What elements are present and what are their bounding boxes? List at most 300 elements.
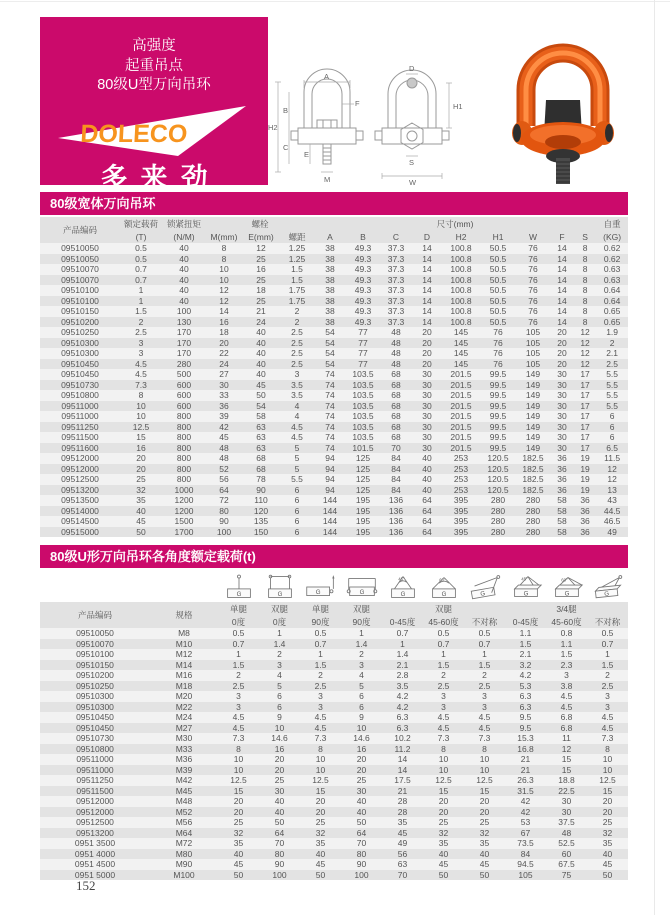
table-cell: 12.5 [120, 422, 162, 433]
table-row [40, 243, 628, 254]
table-cell: 09512000 [40, 453, 120, 464]
table-cell: 5.5 [596, 380, 628, 391]
table-cell: 73.5 [505, 838, 546, 849]
table-cell: 20 [300, 807, 341, 818]
table-cell: 0.7 [120, 264, 162, 275]
table-cell: 280 [480, 516, 516, 527]
table-cell: 195 [346, 506, 380, 517]
table1-title-bar: 80级宽体万向吊环 [40, 192, 628, 215]
table-row [40, 443, 628, 454]
table-cell: 5 [280, 443, 314, 454]
table-cell: 280 [516, 495, 550, 506]
table-cell: 40 [162, 264, 206, 275]
table-cell: 40 [242, 369, 280, 380]
table-cell: 35 [218, 838, 259, 849]
table-cell: 136 [380, 527, 412, 538]
table-cell: 14 [382, 765, 423, 776]
col-header-0deg-1: 0度 [218, 615, 259, 628]
table-cell: 20 [120, 464, 162, 475]
page-number: 152 [76, 878, 96, 893]
table-cell: 09510730 [40, 733, 150, 744]
table-cell: 09510200 [40, 670, 150, 681]
table-cell: 6 [280, 516, 314, 527]
double-leg-0-45deg-icon [382, 572, 423, 602]
table-cell: 14 [412, 243, 442, 254]
table-cell: 40 [341, 796, 382, 807]
table-cell: 09512000 [40, 807, 150, 818]
table-cell: 40 [162, 285, 206, 296]
table-cell: M48 [150, 796, 218, 807]
table-cell: 15 [300, 786, 341, 797]
table-cell: 40 [412, 464, 442, 475]
col-header-spec: 规格 [150, 602, 218, 628]
table-cell: 800 [162, 474, 206, 485]
table-cell: 0.62 [596, 243, 628, 254]
table-cell: 2.5 [120, 327, 162, 338]
table-cell: 0.7 [423, 639, 464, 650]
table-cell: 30 [412, 369, 442, 380]
table-cell: 56 [382, 849, 423, 860]
table-cell: 36 [574, 516, 596, 527]
table-cell: 68 [242, 464, 280, 475]
table-row [40, 275, 628, 286]
table-cell: 1 [218, 649, 259, 660]
table-cell: 25 [464, 817, 505, 828]
table-cell: 0951 4000 [40, 849, 150, 860]
table-cell: 6 [341, 702, 382, 713]
table-cell: 103.5 [346, 390, 380, 401]
table-cell: M18 [150, 681, 218, 692]
table-cell: 63 [242, 432, 280, 443]
col-header-s: S [574, 230, 596, 243]
table-row [40, 296, 628, 307]
table-cell: 3 [341, 660, 382, 671]
table-cell: 7.3 [464, 733, 505, 744]
table-cell: 74 [314, 401, 346, 412]
table-cell: 4 [341, 670, 382, 681]
table-cell: 84 [380, 464, 412, 475]
table-cell: 20 [218, 796, 259, 807]
table-cell: 10 [464, 765, 505, 776]
table-cell: 40 [242, 327, 280, 338]
table-cell: 201.5 [442, 411, 480, 422]
table-cell: 4.5 [120, 369, 162, 380]
table-cell: 0.5 [423, 628, 464, 639]
table-row [40, 775, 628, 786]
table-cell: 9 [341, 712, 382, 723]
col-header-double-leg: 双腿 [259, 602, 300, 615]
table-cell: 18.8 [546, 775, 587, 786]
table-cell: 25 [242, 275, 280, 286]
col-group-three-quarter-leg: 3/4腿 [505, 602, 628, 615]
svg-text:G: G [236, 591, 241, 599]
table-cell: 3.5 [382, 681, 423, 692]
table-cell: 0.7 [464, 639, 505, 650]
table-cell: 0.62 [596, 254, 628, 265]
table-cell: 44.5 [596, 506, 628, 517]
table-cell: 36 [550, 485, 574, 496]
table-row [40, 712, 628, 723]
table-row [40, 453, 628, 464]
table-cell: 15 [423, 786, 464, 797]
table-cell: 12 [574, 327, 596, 338]
table-cell: 280 [516, 527, 550, 538]
table-cell: 84 [380, 485, 412, 496]
table-cell: 0951 4500 [40, 859, 150, 870]
table-cell: 20 [120, 453, 162, 464]
table-cell: 100 [259, 870, 300, 881]
table-row [40, 432, 628, 443]
table-cell: 15 [218, 786, 259, 797]
table-cell: 12 [574, 338, 596, 349]
table-cell: 09510800 [40, 744, 150, 755]
table-cell: 30 [412, 390, 442, 401]
table-cell: 09513200 [40, 485, 120, 496]
table-cell: 195 [346, 516, 380, 527]
table-cell: 144 [314, 506, 346, 517]
table-cell: 09510300 [40, 691, 150, 702]
table-cell: 1 [587, 649, 628, 660]
single-leg-90deg-icon [300, 572, 341, 602]
table1-section [40, 192, 628, 537]
table-cell: 28 [382, 807, 423, 818]
table-cell: 6 [596, 432, 628, 443]
table-cell: 14 [550, 275, 574, 286]
table-cell: 20 [259, 754, 300, 765]
table-cell: 30 [550, 422, 574, 433]
table-cell: 45 [382, 828, 423, 839]
table-cell: 5.5 [280, 474, 314, 485]
slogan-line-2: 起重吊点 [125, 57, 183, 74]
table-cell: 49.3 [346, 254, 380, 265]
table-cell: M56 [150, 817, 218, 828]
table-cell: 40 [341, 807, 382, 818]
table-cell: 2.5 [280, 338, 314, 349]
table-cell: 09510070 [40, 639, 150, 650]
table-cell: 800 [162, 432, 206, 443]
table-row [40, 380, 628, 391]
table-cell: 20 [464, 796, 505, 807]
table-cell: 144 [314, 527, 346, 538]
table-cell: 49.3 [346, 306, 380, 317]
table-cell: 3.8 [546, 681, 587, 692]
table-cell: M42 [150, 775, 218, 786]
table-cell: 84 [505, 849, 546, 860]
table-cell: 21 [505, 754, 546, 765]
table-cell: 94 [314, 464, 346, 475]
col-header-single-leg: 单腿 [218, 602, 259, 615]
table-cell: 76 [516, 317, 550, 328]
table-cell: 1 [300, 649, 341, 660]
table-cell: 24 [206, 359, 242, 370]
table-cell: 14 [412, 264, 442, 275]
table-cell: 6 [259, 691, 300, 702]
table-cell: 74 [314, 369, 346, 380]
table-cell: 17 [574, 432, 596, 443]
table-cell: 09510730 [40, 380, 120, 391]
table-cell: 125 [346, 464, 380, 475]
technical-drawing [262, 36, 472, 188]
table-cell: 149 [516, 390, 550, 401]
table-cell: 58 [550, 516, 574, 527]
table-row [40, 691, 628, 702]
table-row [40, 264, 628, 275]
table-cell: 3 [120, 338, 162, 349]
svg-text:G: G [277, 591, 282, 599]
table-cell: 09510450 [40, 712, 150, 723]
table-cell: 64 [412, 506, 442, 517]
table-cell: 3.5 [280, 380, 314, 391]
table-cell: 2 [596, 338, 628, 349]
col-header-code: 产品编码 [40, 217, 120, 243]
table-cell: 30 [412, 380, 442, 391]
table-cell: 09510070 [40, 275, 120, 286]
table-cell: 20 [412, 338, 442, 349]
table-cell: 09510200 [40, 317, 120, 328]
table-cell: 99.5 [480, 380, 516, 391]
table-cell: 149 [516, 443, 550, 454]
table-cell: 09511600 [40, 443, 120, 454]
table-cell: 253 [442, 453, 480, 464]
table-cell: 800 [162, 453, 206, 464]
col-header-h2: H2 [442, 230, 480, 243]
table-cell: 0.64 [596, 296, 628, 307]
table-cell: 1.4 [259, 639, 300, 650]
table-cell: 6.3 [382, 712, 423, 723]
table-cell: 105 [505, 870, 546, 881]
table-cell: 2 [280, 317, 314, 328]
table-cell: 12 [596, 464, 628, 475]
table-cell: 5.3 [505, 681, 546, 692]
table-cell: 8 [587, 744, 628, 755]
table-row [40, 306, 628, 317]
table-cell: 120.5 [480, 474, 516, 485]
table-row [40, 495, 628, 506]
table-cell: 50.5 [480, 306, 516, 317]
table-cell: 60 [546, 849, 587, 860]
table-cell: 1.5 [280, 275, 314, 286]
table-cell: 3 [587, 702, 628, 713]
table-row [40, 733, 628, 744]
table-cell: 58 [550, 506, 574, 517]
table-cell: 25 [423, 817, 464, 828]
table-cell: 49 [382, 838, 423, 849]
col-header-d: D [412, 230, 442, 243]
table-cell: M64 [150, 828, 218, 839]
table-row [40, 527, 628, 538]
table-cell: 74 [314, 443, 346, 454]
table-cell: 09511500 [40, 432, 120, 443]
table-row [40, 628, 628, 639]
table-cell: 40 [412, 485, 442, 496]
table-cell: 103.5 [346, 422, 380, 433]
table-cell: 76 [480, 348, 516, 359]
table-cell: 14 [550, 317, 574, 328]
table-cell: 103.5 [346, 432, 380, 443]
table-cell: 14 [412, 285, 442, 296]
table-cell: 15.3 [505, 733, 546, 744]
col-header-h1: H1 [480, 230, 516, 243]
table-cell: 8 [574, 317, 596, 328]
product-photo [478, 8, 650, 188]
table-cell: 99.5 [480, 422, 516, 433]
col-header-load: 额定载荷 [120, 217, 162, 230]
table-cell: 76 [516, 275, 550, 286]
table-cell: 22.5 [546, 786, 587, 797]
table-cell: 10 [300, 765, 341, 776]
table-cell: 36 [550, 474, 574, 485]
table-cell: 5.5 [596, 401, 628, 412]
table-row [40, 338, 628, 349]
table-cell: 8 [423, 744, 464, 755]
table-cell: 77 [346, 338, 380, 349]
table-cell: 0.5 [120, 243, 162, 254]
table-cell: 10 [423, 765, 464, 776]
table-cell: 4.5 [546, 702, 587, 713]
table-cell: 74 [314, 380, 346, 391]
table-cell: 19 [574, 474, 596, 485]
table-cell: 6.3 [382, 723, 423, 734]
table-cell: 37.3 [380, 254, 412, 265]
table-cell: 64 [206, 485, 242, 496]
table-cell: 136 [380, 516, 412, 527]
table-cell: 56 [206, 474, 242, 485]
table-cell: 38 [314, 264, 346, 275]
table-cell: 12.5 [587, 775, 628, 786]
table-cell: 17 [574, 390, 596, 401]
table-cell: 1.5 [300, 660, 341, 671]
table-cell: 1.5 [280, 264, 314, 275]
table-cell: 5 [259, 681, 300, 692]
table-cell: 100.8 [442, 306, 480, 317]
table-cell: 3 [464, 691, 505, 702]
table-cell: 2.5 [300, 681, 341, 692]
col-header-tq-45-60: 45-60度 [546, 615, 587, 628]
table-cell: 30 [412, 411, 442, 422]
slogan-line-3: 80级U型万向吊环 [97, 77, 211, 93]
table-cell: 1.4 [382, 649, 423, 660]
table-cell: 10.2 [382, 733, 423, 744]
col-header-0-45: 0-45度 [382, 615, 423, 628]
table-cell: 09511000 [40, 411, 120, 422]
table-cell: 130 [162, 317, 206, 328]
table-cell: 17 [574, 369, 596, 380]
table-row [40, 681, 628, 692]
table-cell: 1200 [162, 495, 206, 506]
dim-label-m: M [324, 175, 331, 184]
table-cell: 12 [596, 474, 628, 485]
table-cell: 10 [300, 754, 341, 765]
three-quarter-leg-45-60deg-icon [546, 572, 587, 602]
table-row [40, 369, 628, 380]
table-cell: 4.5 [280, 422, 314, 433]
col-header-load-unit: (T) [120, 230, 162, 243]
table-cell: 2.5 [596, 359, 628, 370]
table-cell: 14 [550, 264, 574, 275]
table-cell: 144 [314, 495, 346, 506]
table-cell: 80 [206, 506, 242, 517]
table-cell: 6 [280, 495, 314, 506]
svg-text:60°: 60° [438, 577, 446, 583]
spec-table [40, 217, 628, 537]
svg-text:60°: 60° [560, 577, 568, 583]
table-cell: 40 [412, 453, 442, 464]
table-cell: 600 [162, 380, 206, 391]
table-row [40, 411, 628, 422]
table-cell: 0.63 [596, 275, 628, 286]
table-cell: 21 [505, 765, 546, 776]
table-cell: 1200 [162, 506, 206, 517]
table-cell: 38 [314, 285, 346, 296]
table-cell: 145 [442, 327, 480, 338]
table-cell: 74 [314, 411, 346, 422]
table-cell: 32 [120, 485, 162, 496]
col-header-torque-unit: (N/M) [162, 230, 206, 243]
table-cell: 500 [162, 369, 206, 380]
table-cell: 11.5 [596, 453, 628, 464]
table-cell: 36 [574, 506, 596, 517]
table-cell: 800 [162, 464, 206, 475]
table-cell: 70 [341, 838, 382, 849]
table-cell: 76 [516, 306, 550, 317]
table-cell: 09514000 [40, 506, 120, 517]
table-row [40, 422, 628, 433]
table-cell: 37.3 [380, 285, 412, 296]
table-cell: M14 [150, 660, 218, 671]
table-cell: 4 [259, 670, 300, 681]
table-cell: 2.1 [596, 348, 628, 359]
table-cell: 20 [300, 796, 341, 807]
table-cell: 280 [162, 359, 206, 370]
table-cell: 6 [596, 422, 628, 433]
table-cell: 1.25 [280, 254, 314, 265]
table-cell: 1 [120, 296, 162, 307]
table-cell: 50 [587, 870, 628, 881]
table-cell: 2 [341, 649, 382, 660]
table-cell: 37.3 [380, 306, 412, 317]
table-cell: 6 [259, 702, 300, 713]
table-cell: 09510050 [40, 254, 120, 265]
table-row [40, 754, 628, 765]
table-cell: 5.5 [596, 369, 628, 380]
table-cell: 6.8 [546, 723, 587, 734]
table-row [40, 838, 628, 849]
table-cell: 20 [587, 796, 628, 807]
table-cell: 8 [300, 744, 341, 755]
table-cell: 0.5 [587, 628, 628, 639]
table-cell: 9.5 [505, 712, 546, 723]
table-cell: 1.5 [120, 306, 162, 317]
table-cell: 50 [120, 527, 162, 538]
table-row [40, 285, 628, 296]
table-cell: 37.3 [380, 243, 412, 254]
table-cell: 09510300 [40, 338, 120, 349]
table-cell: 50.5 [480, 296, 516, 307]
table-cell: 99.5 [480, 432, 516, 443]
table-cell: 12 [206, 296, 242, 307]
table-cell: 21 [382, 786, 423, 797]
table-cell: 0951 3500 [40, 838, 150, 849]
table-cell: 40 [162, 275, 206, 286]
table-cell: 72 [206, 495, 242, 506]
table-row [40, 786, 628, 797]
table-cell: 21 [242, 306, 280, 317]
col-header-tq-asym: 不对称 [587, 615, 628, 628]
col-header-90deg-1: 90度 [300, 615, 341, 628]
table-cell: 120.5 [480, 485, 516, 496]
table-cell: 63 [242, 443, 280, 454]
table-cell: 15 [120, 432, 162, 443]
